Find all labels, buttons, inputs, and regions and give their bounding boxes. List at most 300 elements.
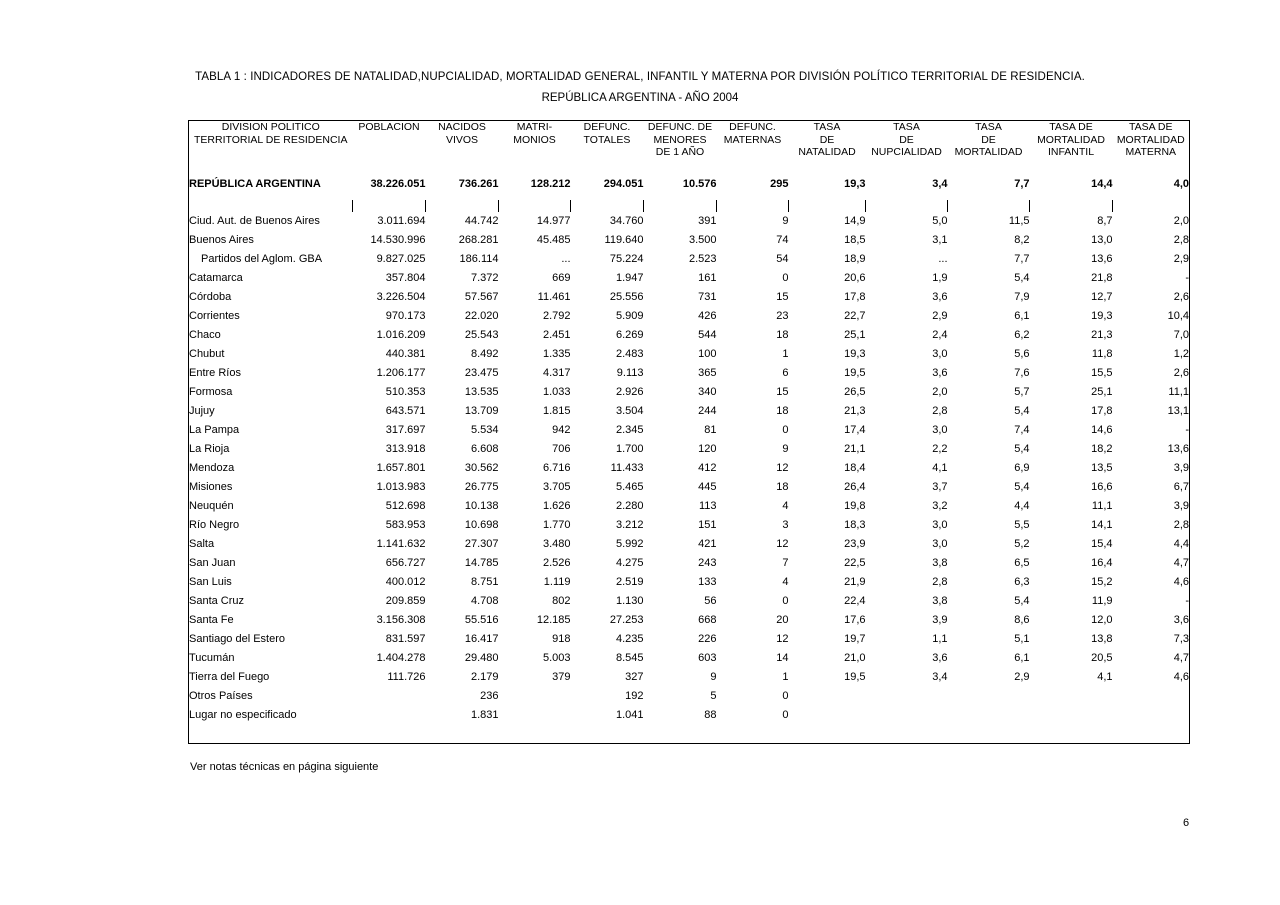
row-value: 14.977 xyxy=(536,215,571,227)
table-body xyxy=(189,169,1190,744)
row-value: 6,1 xyxy=(1014,652,1030,664)
table-row xyxy=(189,288,1190,307)
row-value: 3,8 xyxy=(932,595,948,607)
row-value: 15,2 xyxy=(1091,576,1113,588)
row-value: 3.480 xyxy=(542,538,571,550)
spacer-cell xyxy=(789,200,866,212)
row-value: 14.530.996 xyxy=(370,234,426,246)
row-value: 2.179 xyxy=(470,671,499,683)
column-header-poblacion xyxy=(353,121,426,170)
spacer-cell xyxy=(353,200,426,212)
row-value: 706 xyxy=(552,443,571,455)
spacer-cell xyxy=(426,725,499,744)
header-line: MORTALIDAD xyxy=(1037,133,1105,146)
row-value: 4,7 xyxy=(1173,557,1189,569)
row-value: 6,1 xyxy=(1014,310,1030,322)
spacer-cell xyxy=(189,200,353,212)
row-value: 14,4 xyxy=(1091,178,1113,190)
row-value: 3,6 xyxy=(1173,614,1189,626)
row-value: 209.859 xyxy=(385,595,426,607)
row-value: 2.792 xyxy=(542,310,571,322)
row-value: 10.576 xyxy=(682,178,717,190)
row-value: 1.657.801 xyxy=(376,462,426,474)
spacer-cell xyxy=(353,725,426,744)
row-value: 1,1 xyxy=(932,633,948,645)
row-value: 802 xyxy=(552,595,571,607)
row-value: 113 xyxy=(698,500,717,512)
row-label: Misiones xyxy=(189,481,233,493)
column-header-tasa-mortalidad-infantil xyxy=(1030,121,1113,170)
row-value: 45.485 xyxy=(536,234,571,246)
row-value: 7,7 xyxy=(1014,178,1030,190)
row-value: 412 xyxy=(698,462,717,474)
row-value: 6.716 xyxy=(542,462,571,474)
row-value: 3,7 xyxy=(932,481,948,493)
row-label: Salta xyxy=(189,538,215,550)
row-label: Tierra del Fuego xyxy=(189,671,270,683)
row-value: 0 xyxy=(782,690,789,702)
row-value: 19,3 xyxy=(1091,310,1113,322)
column-header-defunc-totales xyxy=(571,121,644,170)
row-value: 5.465 xyxy=(615,481,644,493)
row-value: 10.698 xyxy=(464,519,499,531)
row-value: 30.562 xyxy=(464,462,499,474)
row-value: 2,6 xyxy=(1173,367,1189,379)
row-value: 656.727 xyxy=(385,557,426,569)
row-value: 29.480 xyxy=(464,652,499,664)
row-value: 16,6 xyxy=(1091,481,1113,493)
row-value: 236 xyxy=(480,690,499,702)
row-value: 5 xyxy=(710,690,717,702)
spacer-cell xyxy=(717,200,789,212)
row-value: 510.353 xyxy=(385,386,426,398)
row-value: 3,6 xyxy=(932,291,948,303)
row-value: 25.543 xyxy=(464,329,499,341)
row-label: La Pampa xyxy=(189,424,240,436)
indicators-table xyxy=(188,120,1190,744)
row-value: 12 xyxy=(776,538,789,550)
row-value: 3,0 xyxy=(932,424,948,436)
row-value: 1.119 xyxy=(543,576,571,588)
row-value: 1.141.632 xyxy=(376,538,426,550)
row-label: Santa Fe xyxy=(189,614,234,626)
row-value: 0 xyxy=(782,424,789,436)
header-line: DE 1 AÑO xyxy=(655,146,705,158)
row-label: Córdoba xyxy=(189,291,232,303)
row-value: 3.500 xyxy=(688,234,717,246)
row-value: 15 xyxy=(776,291,789,303)
header-line: DE xyxy=(819,133,835,146)
row-value: 54 xyxy=(776,253,789,265)
row-value: 3,6 xyxy=(932,652,948,664)
row-label: Chaco xyxy=(189,329,221,341)
header-line: DEFUNC. xyxy=(729,121,776,133)
row-value: 186.114 xyxy=(459,253,499,265)
row-value: 18,3 xyxy=(844,519,866,531)
row-value: 25,1 xyxy=(844,329,866,341)
row-value: 243 xyxy=(698,557,717,569)
row-label: Buenos Aires xyxy=(189,234,254,246)
row-value: 11.433 xyxy=(610,462,644,474)
column-header-defunc-menores-1a xyxy=(644,121,717,170)
row-value: 5.992 xyxy=(615,538,644,550)
row-value xyxy=(499,706,571,725)
row-value: 1.206.177 xyxy=(376,367,426,379)
header-line: NACIDOS xyxy=(438,121,486,133)
row-value xyxy=(499,687,571,706)
row-value: 44.742 xyxy=(464,215,499,227)
row-value xyxy=(789,687,866,706)
row-value: 8.751 xyxy=(470,576,499,588)
row-value: 268.281 xyxy=(458,234,499,246)
row-value: 26,4 xyxy=(844,481,866,493)
row-value: 19,3 xyxy=(844,348,866,360)
table-row xyxy=(189,687,1190,706)
row-value: 16.417 xyxy=(464,633,499,645)
row-label: Otros Países xyxy=(189,690,253,702)
row-value: 3,2 xyxy=(932,500,948,512)
row-value: 1.033 xyxy=(542,386,571,398)
row-value: 2.345 xyxy=(615,424,644,436)
row-value: 20,6 xyxy=(844,272,866,284)
row-value: 4.317 xyxy=(542,367,571,379)
row-value: 4.275 xyxy=(615,557,644,569)
row-value: 23 xyxy=(776,310,789,322)
row-value: 3.212 xyxy=(615,519,644,531)
row-value: 6.269 xyxy=(615,329,644,341)
row-value: 391 xyxy=(698,215,717,227)
row-value: 9 xyxy=(782,215,789,227)
row-value: 120 xyxy=(698,443,717,455)
spacer-cell xyxy=(866,200,948,212)
row-value: 10,4 xyxy=(1167,310,1189,322)
row-value: 119.640 xyxy=(604,234,644,246)
row-value: 22,7 xyxy=(844,310,866,322)
row-value: 9.113 xyxy=(616,367,644,379)
row-value: 22,5 xyxy=(844,557,866,569)
row-value: 7 xyxy=(782,557,789,569)
row-value: 19,3 xyxy=(844,178,866,190)
row-value: 13,6 xyxy=(1167,443,1189,455)
row-value: 3,1 xyxy=(932,234,948,246)
row-value: 21,1 xyxy=(844,443,866,455)
table-title-line-2: REPÚBLICA ARGENTINA - AÑO 2004 xyxy=(541,92,739,104)
row-value: 8.545 xyxy=(615,652,644,664)
row-value: 3,8 xyxy=(932,557,948,569)
row-value: 2,0 xyxy=(1173,215,1189,227)
spacer-cell xyxy=(789,725,866,744)
row-value: 1 xyxy=(782,671,789,683)
row-value: 18,4 xyxy=(844,462,866,474)
row-value: 2.519 xyxy=(615,576,644,588)
column-header-tasa-natalidad xyxy=(789,121,866,170)
row-value: 1.831 xyxy=(470,709,499,721)
row-label: Mendoza xyxy=(189,462,235,474)
row-label: Santa Cruz xyxy=(189,595,245,607)
row-value: 2,8 xyxy=(932,405,948,417)
row-value: 5.003 xyxy=(542,652,571,664)
row-value: 317.697 xyxy=(385,424,426,436)
row-value: 4,1 xyxy=(1097,671,1113,683)
table-total-row xyxy=(189,169,1190,200)
row-value: 7,9 xyxy=(1014,291,1030,303)
row-value xyxy=(1030,687,1113,706)
table-head xyxy=(189,121,1190,170)
row-label: La Rioja xyxy=(189,443,230,455)
header-line: NATALIDAD xyxy=(798,146,856,158)
row-value: 4,6 xyxy=(1173,576,1189,588)
row-value: 5,1 xyxy=(1014,633,1030,645)
row-value: 22.020 xyxy=(464,310,499,322)
row-value: 5,7 xyxy=(1014,386,1030,398)
row-value: 327 xyxy=(625,671,644,683)
row-value: 6.608 xyxy=(470,443,499,455)
header-line: DEFUNC. DE xyxy=(647,121,713,133)
row-value: 4,6 xyxy=(1173,671,1189,683)
row-value: 19,7 xyxy=(844,633,866,645)
row-value: 4 xyxy=(782,576,789,588)
row-value: 11,8 xyxy=(1091,348,1113,360)
row-label: Santiago del Estero xyxy=(189,633,286,645)
table-row xyxy=(189,307,1190,326)
header-line: TASA xyxy=(813,121,841,133)
row-value: 5,2 xyxy=(1014,538,1030,550)
row-value: 3,9 xyxy=(1173,500,1189,512)
row-value: 14,1 xyxy=(1091,519,1113,531)
table-row xyxy=(189,497,1190,516)
row-value: 1.626 xyxy=(542,500,571,512)
row-value: 244 xyxy=(698,405,717,417)
row-value: 7,4 xyxy=(1014,424,1030,436)
row-value: 2,4 xyxy=(932,329,948,341)
row-value: 23,9 xyxy=(844,538,866,550)
row-value: 5,4 xyxy=(1014,405,1030,417)
row-value xyxy=(789,706,866,725)
row-value xyxy=(1113,706,1190,725)
row-value: 0 xyxy=(782,709,789,721)
row-value: 2,8 xyxy=(1173,519,1189,531)
row-value: 3,9 xyxy=(1173,462,1189,474)
row-value: 0 xyxy=(782,595,789,607)
row-value: 13,6 xyxy=(1091,253,1113,265)
spacer-cell xyxy=(426,200,499,212)
row-value: 426 xyxy=(698,310,717,322)
row-value: 8,6 xyxy=(1014,614,1030,626)
spacer-cell xyxy=(571,725,644,744)
row-value: 3,9 xyxy=(932,614,948,626)
row-value: 12 xyxy=(776,633,789,645)
row-value: 161 xyxy=(698,272,717,284)
row-value xyxy=(1030,706,1113,725)
spacer-cell xyxy=(1030,200,1113,212)
row-value: 25.556 xyxy=(609,291,644,303)
header-line: POBLACION xyxy=(358,121,420,133)
row-value: 1.770 xyxy=(542,519,571,531)
row-value: 4.708 xyxy=(470,595,499,607)
header-line: MORTALIDAD xyxy=(1116,133,1185,146)
row-value: 4 xyxy=(782,500,789,512)
row-value: 18 xyxy=(776,481,789,493)
row-value: 3.011.694 xyxy=(377,215,426,227)
row-value: 6,5 xyxy=(1014,557,1030,569)
row-value: 3.705 xyxy=(542,481,571,493)
row-value: 5,5 xyxy=(1014,519,1030,531)
row-value: 3.504 xyxy=(615,405,644,417)
row-value: 17,8 xyxy=(844,291,866,303)
row-label: Chubut xyxy=(189,348,225,360)
table-row xyxy=(189,668,1190,687)
row-label: Formosa xyxy=(189,386,233,398)
table-header-row xyxy=(189,121,1190,170)
table-row xyxy=(189,421,1190,440)
row-value: 18 xyxy=(776,329,789,341)
spacer-cell xyxy=(189,725,353,744)
column-header-matrimonios xyxy=(499,121,571,170)
header-line: TOTALES xyxy=(583,133,631,146)
row-value: 133 xyxy=(698,576,717,588)
row-value: 19,5 xyxy=(844,671,866,683)
row-label: San Juan xyxy=(189,557,236,569)
row-label: Río Negro xyxy=(189,519,240,531)
row-value: 5.909 xyxy=(615,310,644,322)
row-value: 3,4 xyxy=(932,671,948,683)
row-value: 2,8 xyxy=(1173,234,1189,246)
row-value: 12 xyxy=(776,462,789,474)
row-value: 19,5 xyxy=(844,367,866,379)
spacer-cell xyxy=(644,200,717,212)
row-value: 4,4 xyxy=(1014,500,1030,512)
row-value: 4,7 xyxy=(1173,652,1189,664)
row-value: 18,9 xyxy=(844,253,866,265)
table-tail-spacer-row xyxy=(189,725,1190,744)
row-value: 512.698 xyxy=(385,500,426,512)
row-value: 27.253 xyxy=(609,614,644,626)
row-value: 2,2 xyxy=(932,443,948,455)
row-value: 2.451 xyxy=(542,329,571,341)
row-value: 7,0 xyxy=(1173,329,1189,341)
row-value: 7,3 xyxy=(1173,633,1189,645)
header-line: MORTALIDAD xyxy=(954,146,1023,158)
row-value: 14,9 xyxy=(844,215,866,227)
row-value: 7.372 xyxy=(470,272,499,284)
row-value xyxy=(1113,687,1190,706)
row-value: 18 xyxy=(776,405,789,417)
row-value: 22,4 xyxy=(844,595,866,607)
table-row xyxy=(189,364,1190,383)
row-value: 379 xyxy=(552,671,571,683)
row-value: 603 xyxy=(698,652,717,664)
header-line: DIVISION POLITICO xyxy=(221,121,320,133)
table-row xyxy=(189,459,1190,478)
row-value: 2.523 xyxy=(688,253,717,265)
row-value: 7,7 xyxy=(1014,253,1030,265)
spacer-cell xyxy=(1113,200,1190,212)
row-value: 6,2 xyxy=(1014,329,1030,341)
row-value: 445 xyxy=(698,481,717,493)
table-title xyxy=(0,70,1280,106)
row-value: 3 xyxy=(782,519,789,531)
row-value: 34.760 xyxy=(609,215,644,227)
row-value: 12,0 xyxy=(1091,614,1113,626)
row-value: 5,4 xyxy=(1014,443,1030,455)
header-line: TASA xyxy=(975,121,1002,133)
row-value: 3,0 xyxy=(932,519,948,531)
row-value: 365 xyxy=(698,367,717,379)
row-value: 544 xyxy=(698,329,717,341)
row-value: 9 xyxy=(710,671,717,683)
row-value: 3,0 xyxy=(932,348,948,360)
table-row xyxy=(189,440,1190,459)
row-value: 6,7 xyxy=(1173,481,1189,493)
row-value: 3,0 xyxy=(932,538,948,550)
table-row xyxy=(189,478,1190,497)
row-value xyxy=(866,687,948,706)
row-value: 1.815 xyxy=(542,405,571,417)
row-value: 643.571 xyxy=(385,405,426,417)
row-value: 11,1 xyxy=(1168,386,1189,398)
row-value: 2,9 xyxy=(932,310,948,322)
row-value: 2,8 xyxy=(932,576,948,588)
row-value: - xyxy=(1185,272,1189,284)
column-header-defunc-maternas xyxy=(717,121,789,170)
row-value: 17,8 xyxy=(1091,405,1113,417)
row-value: 5,6 xyxy=(1014,348,1030,360)
row-value: 14,6 xyxy=(1091,424,1113,436)
header-line: MATERNAS xyxy=(723,133,782,146)
table-title-line-1: TABLA 1 : INDICADORES DE NATALIDAD,NUPCIALIDAD, MORTALIDAD GENERAL, INFANTIL Y MATERNA POR DIVISIÓN POLÍTICO TERRITORIAL DE RESIDENCIA. xyxy=(195,71,1085,83)
row-value: 11.461 xyxy=(537,291,571,303)
table-row xyxy=(189,706,1190,725)
row-value: 736.261 xyxy=(458,178,499,190)
row-value: 226 xyxy=(698,633,717,645)
row-value: 75.224 xyxy=(609,253,644,265)
row-value: 3,4 xyxy=(932,178,948,190)
column-header-division xyxy=(189,121,353,170)
row-value: 1 xyxy=(782,348,789,360)
row-value: 918 xyxy=(552,633,571,645)
header-line: INFANTIL xyxy=(1047,146,1095,158)
row-value: 20,5 xyxy=(1091,652,1113,664)
row-value: 57.567 xyxy=(464,291,499,303)
row-value: 11,1 xyxy=(1091,500,1113,512)
row-value: 12,7 xyxy=(1091,291,1113,303)
row-value: 14.785 xyxy=(464,557,499,569)
spacer-cell xyxy=(571,200,644,212)
spacer-cell xyxy=(644,725,717,744)
row-value: 17,4 xyxy=(844,424,866,436)
row-value xyxy=(948,706,1030,725)
row-value: 21,8 xyxy=(1091,272,1113,284)
header-line: VIVOS xyxy=(445,133,479,146)
row-value: 74 xyxy=(776,234,789,246)
column-header-nacidos-vivos xyxy=(426,121,499,170)
row-value: 151 xyxy=(698,519,717,531)
row-value: 18,2 xyxy=(1091,443,1113,455)
row-value: 1.700 xyxy=(615,443,644,455)
row-value: 831.597 xyxy=(385,633,426,645)
row-value: 294.051 xyxy=(603,178,644,190)
row-value: 2,0 xyxy=(932,386,948,398)
row-value: - xyxy=(1185,595,1189,607)
row-value: 15,4 xyxy=(1091,538,1113,550)
table-row xyxy=(189,535,1190,554)
row-value: 21,0 xyxy=(844,652,866,664)
page-number: 6 xyxy=(1183,817,1190,829)
row-value xyxy=(353,687,426,706)
table-spacer-row xyxy=(189,200,1190,212)
row-value: 8,7 xyxy=(1097,215,1113,227)
row-value: 25,1 xyxy=(1091,386,1113,398)
